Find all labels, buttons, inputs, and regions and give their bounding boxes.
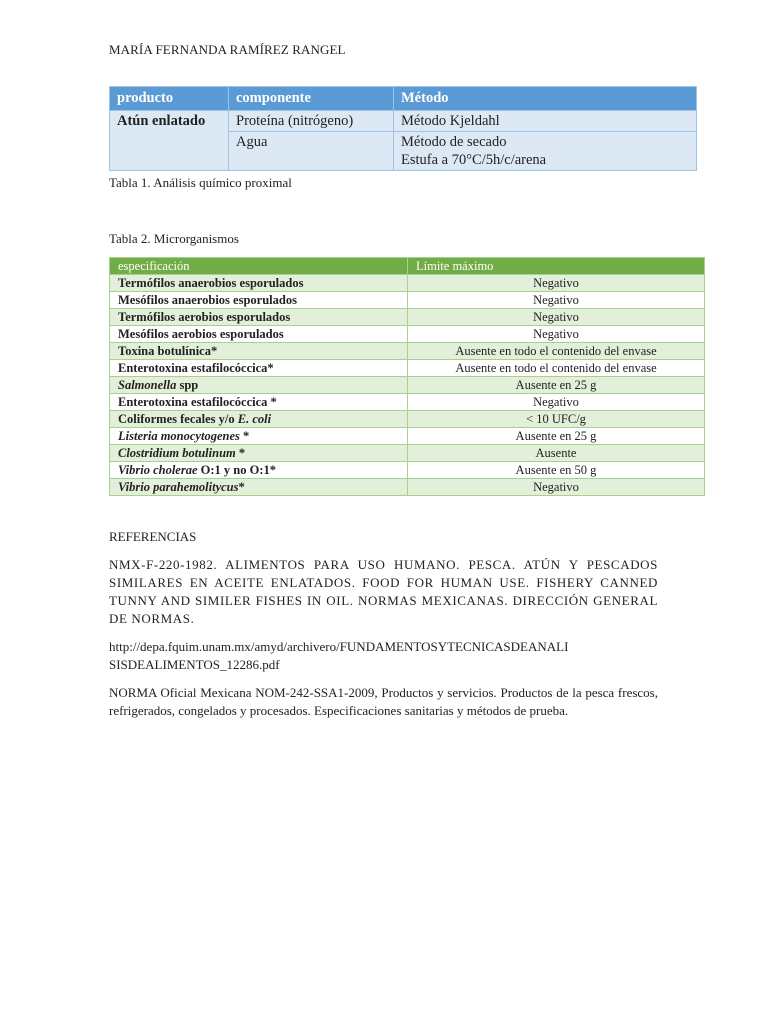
limit-cell: Negativo	[408, 479, 705, 496]
spec-cell	[110, 479, 408, 496]
table-row	[110, 275, 705, 292]
header-especificacion: especificación	[110, 258, 408, 275]
limit-cell: Negativo	[408, 394, 705, 411]
spec-text: Mesófilos anaerobios esporulados	[118, 293, 297, 307]
method-line: Estufa a 70°C/5h/c/arena	[401, 152, 547, 168]
limit-cell: Ausente en 25 g	[408, 428, 705, 445]
references-title: REFERENCIAS	[109, 529, 197, 544]
table-header-row	[110, 87, 697, 111]
spec-species: Listeria monocytogenes	[118, 429, 240, 443]
spec-species: Vibrio cholerae	[118, 463, 198, 477]
spec-text: O:1 y no O:1*	[197, 463, 277, 477]
microorganisms-table	[109, 257, 705, 496]
component-cell: Agua	[229, 132, 394, 171]
limit-cell: Ausente en 50 g	[408, 462, 705, 479]
method-cell: Método Kjeldahl	[394, 111, 697, 132]
spec-cell	[110, 275, 408, 292]
spec-text: spp	[176, 378, 199, 392]
spec-species: Clostridium botulinum	[118, 446, 236, 460]
spec-text: Toxina botulínica*	[118, 344, 218, 358]
limit-cell: Negativo	[408, 275, 705, 292]
limit-cell: Negativo	[408, 292, 705, 309]
table-row	[110, 394, 705, 411]
header-limite: Límite máximo	[408, 258, 705, 275]
spec-text: *	[239, 429, 250, 443]
reference-item: NORMA Oficial Mexicana NOM-242-SSA1-2009, Productos y servicios. Productos de la pesca frescos, refrigerados, congelados y procesados. Especificaciones sanitarias y métodos de prueba.	[109, 685, 658, 718]
limit-cell: Ausente en todo el contenido del envase	[408, 360, 705, 377]
spec-cell	[110, 360, 408, 377]
spec-cell	[110, 326, 408, 343]
spec-cell	[110, 445, 408, 462]
spec-text: Coliformes fecales y/o	[118, 412, 238, 426]
limit-cell: Negativo	[408, 309, 705, 326]
method-cell	[394, 132, 697, 171]
spec-cell	[110, 428, 408, 445]
reference-url-line: http://depa.fquim.unam.mx/amyd/archivero/FUNDAMENTOSYTECNICASDEANALI	[109, 639, 569, 654]
limit-cell: Negativo	[408, 326, 705, 343]
spec-text: Termófilos aerobios esporulados	[118, 310, 291, 324]
spec-cell	[110, 411, 408, 428]
reference-item: NMX-F-220-1982. ALIMENTOS PARA USO HUMANO. PESCA. ATÚN Y PESCADOS SIMILARES EN ACEITE ENLATADOS. FOOD FOR HUMAN USE. FISHERY CANNED TUNNY AND SIMILER FISHES IN OIL. NORMAS MEXICANAS. DIRECCIÓN GENERAL DE NORMAS.	[109, 557, 658, 626]
header-metodo: Método	[394, 87, 697, 111]
table1-caption: Tabla 1. Análisis químico proximal	[109, 175, 292, 190]
reference-url-line: SISDEALIMENTOS_12286.pdf	[109, 657, 280, 672]
spec-text: *	[238, 480, 245, 494]
spec-cell	[110, 292, 408, 309]
table-row	[110, 479, 705, 496]
table-row	[110, 292, 705, 309]
spec-cell	[110, 394, 408, 411]
table2-caption: Tabla 2. Microrganismos	[109, 231, 239, 246]
limit-cell: Ausente en todo el contenido del envase	[408, 343, 705, 360]
table-row	[110, 111, 697, 132]
spec-cell	[110, 462, 408, 479]
spec-species: Vibrio parahemolitycus	[118, 480, 239, 494]
spec-cell	[110, 377, 408, 394]
spec-cell	[110, 343, 408, 360]
spec-cell	[110, 309, 408, 326]
header-producto: producto	[110, 87, 229, 111]
limit-cell: Ausente en 25 g	[408, 377, 705, 394]
spec-text: Enterotoxina estafilocóccica*	[118, 361, 274, 375]
limit-cell: < 10 UFC/g	[408, 411, 705, 428]
product-cell: Atún enlatado	[110, 111, 229, 171]
component-cell: Proteína (nitrógeno)	[229, 111, 394, 132]
spec-text: Mesófilos aerobios esporulados	[118, 327, 284, 341]
table-row	[110, 462, 705, 479]
spec-species: Salmonella	[118, 378, 177, 392]
table-row	[110, 360, 705, 377]
microorganisms-table-body	[110, 275, 705, 496]
header-componente: componente	[229, 87, 394, 111]
table-row	[110, 377, 705, 394]
table-row	[110, 411, 705, 428]
limit-cell: Ausente	[408, 445, 705, 462]
spec-text: Termófilos anaerobios esporulados	[118, 276, 304, 290]
spec-species: E. coli	[237, 412, 272, 426]
proximal-analysis-table	[109, 86, 697, 171]
table-row	[110, 309, 705, 326]
method-line: Método de secado	[401, 134, 507, 150]
reference-url	[109, 638, 658, 674]
table-row	[110, 428, 705, 445]
table-row	[110, 343, 705, 360]
table-row	[110, 445, 705, 462]
spec-text: Enterotoxina estafilocóccica *	[118, 395, 277, 409]
table-header-row	[110, 258, 705, 275]
spec-text: *	[235, 446, 246, 460]
table-row	[110, 326, 705, 343]
author-name: MARÍA FERNANDA RAMÍREZ RANGEL	[109, 42, 346, 57]
